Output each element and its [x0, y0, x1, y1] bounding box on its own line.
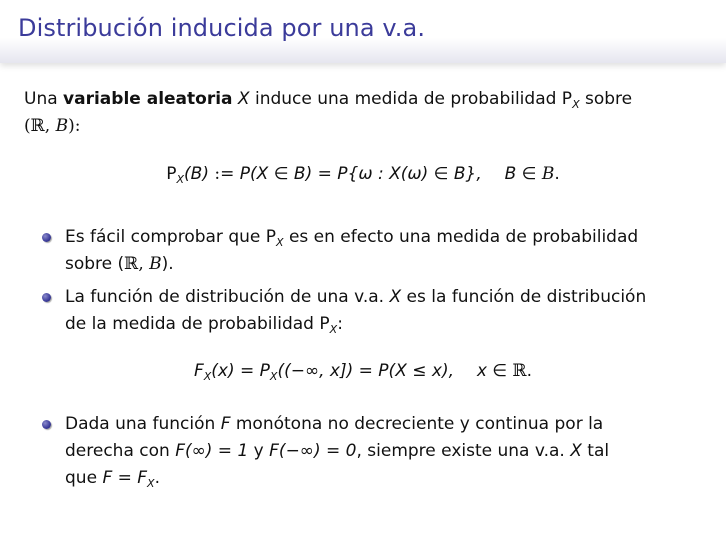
bullet-2-var: X — [389, 287, 402, 307]
bullet-2-line-2 — [65, 311, 343, 339]
bullet-3-l2-d: tal — [581, 441, 610, 461]
bullet-3-math-3: F = F — [102, 468, 148, 488]
bullet-3-text-b: monótona no decreciente y continua por la — [230, 414, 604, 434]
intro-reals: ℝ — [30, 116, 45, 136]
bullet-3-text-a: Dada una función — [65, 414, 221, 434]
bullet-1-l2-b: ). — [161, 254, 174, 274]
intro-suffix: sobre — [579, 89, 633, 109]
equation-1 — [0, 164, 726, 184]
page-title: Distribución inducida por una v.a. — [18, 14, 426, 42]
bullet-3-var: F — [220, 414, 231, 434]
bullet-3-l2-a: derecha con — [65, 441, 176, 461]
bullet-2-line-1 — [65, 284, 646, 311]
intro-comma: , — [44, 116, 56, 136]
bullet-3-l2-b: y — [248, 441, 270, 461]
eq2-lhs-sub: X — [203, 370, 212, 383]
bullet-1-marker — [42, 233, 51, 242]
intro-middle: induce una medida de probabilidad P — [249, 89, 573, 109]
intro-bold-term: variable aleatoria — [63, 89, 233, 109]
equation-2 — [0, 361, 726, 381]
eq1-lhs: P — [166, 164, 177, 184]
intro-open: ( — [24, 116, 31, 136]
eq1-cond-end: . — [554, 164, 560, 184]
intro-borel: B — [55, 116, 69, 136]
bullet-3-var-2: X — [570, 441, 582, 461]
bullet-3-line-3 — [65, 465, 160, 493]
bullet-1-l2-a: sobre ( — [65, 254, 125, 274]
title-bar — [0, 0, 726, 63]
eq2-mid-sub: X — [269, 370, 278, 383]
bullet-3-line-1 — [65, 411, 603, 438]
bullet-3-l3-b: . — [154, 468, 160, 488]
bullet-3-math-2: F(−∞) = 0 — [269, 441, 357, 461]
bullet-1-line-1 — [65, 224, 638, 252]
bullet-1-line-2 — [65, 251, 174, 278]
bullet-3-line-2 — [65, 438, 609, 465]
bullet-1-text-b: es en efecto una medida de probabilidad — [283, 227, 639, 247]
bullet-3-marker — [42, 420, 51, 429]
bullet-1-comma: , — [138, 254, 150, 274]
intro-close: ): — [68, 116, 81, 136]
eq2-end: . — [526, 361, 533, 381]
bullet-2-text-a: La función de distribución de una v.a. — [65, 287, 390, 307]
intro-subscript: X — [572, 98, 580, 111]
intro-line-2 — [24, 113, 80, 140]
eq2-reals: ℝ — [512, 361, 527, 381]
eq1-lhs-arg: (B) — [184, 164, 209, 184]
bullet-2-l2-b: : — [337, 314, 343, 334]
bullet-1-reals: ℝ — [124, 254, 139, 274]
bullet-2-text-b: es la función de distribución — [401, 287, 647, 307]
eq2-lhs-arg: (x) = P — [211, 361, 270, 381]
bullet-2-sub: X — [329, 323, 338, 336]
bullet-3-math-1: F(∞) = 1 — [175, 441, 249, 461]
eq1-cond: B ∈ — [504, 164, 542, 184]
eq1-lhs-sub: X — [176, 173, 185, 186]
intro-prefix: Una — [24, 89, 64, 109]
bullet-1-borel: B — [149, 254, 162, 274]
bullet-3-l2-c: , siempre existe una v.a. — [356, 441, 571, 461]
bullet-1-text-a: Es fácil comprobar que P — [65, 227, 276, 247]
eq1-mid: P(X ∈ B) = P{ω : X(ω) ∈ B}, — [239, 164, 482, 184]
bullet-1-sub: X — [276, 236, 284, 249]
intro-variable: X — [237, 89, 250, 109]
bullet-2-l2-a: de la medida de probabilidad P — [65, 314, 330, 334]
eq1-cond-set: B — [541, 164, 555, 184]
eq2-cond: x ∈ — [476, 361, 513, 381]
intro-line-1 — [24, 86, 632, 114]
bullet-3-sub: X — [147, 477, 155, 490]
eq1-assign: := — [208, 164, 240, 184]
bullet-3-l3-a: que — [65, 468, 103, 488]
eq2-lhs: F — [193, 361, 204, 381]
bullet-2-marker — [42, 293, 51, 302]
eq2-mid: ((−∞, x]) = P(X ≤ x), — [277, 361, 454, 381]
